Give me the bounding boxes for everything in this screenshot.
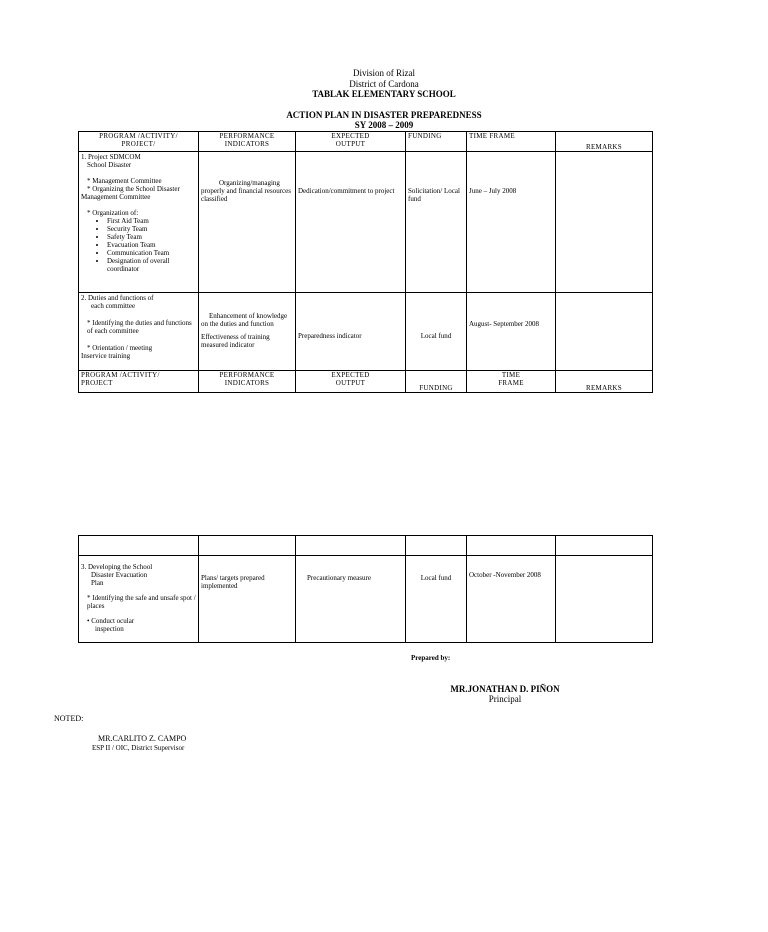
table-row [79, 556, 653, 643]
row1-program: 1. Project SDMCOM School Disaster * Management Committee * Organizing the School Disaster Management Committee * Organization of: • First Aid Team • Security Team • Safety Team • Evacuation Team • Communication Team • Designation of overall coordinator [79, 152, 199, 293]
footer-col-time: TIME FRAME [467, 371, 556, 393]
row1-remarks [556, 152, 653, 293]
district-line: District of Cardona [349, 79, 419, 89]
footer-col-program: PROGRAM /ACTIVITY/ PROJECT [79, 371, 199, 393]
noter-name: MR.CARLITO Z. CAMPO [98, 734, 187, 743]
row1-output: Dedication/commitment to project [296, 152, 406, 293]
preparer-name: MR.JONATHAN D. PIÑON [450, 684, 560, 694]
row2-funding: Local fund [406, 293, 467, 371]
list-item: • Communication Team [107, 249, 196, 257]
action-plan-table [78, 131, 653, 393]
row3-performance: Plans/ targets prepared implemented [199, 556, 296, 643]
footer-col-performance: PERFORMANCE INDICATORS [199, 371, 296, 393]
col-program: PROGRAM /ACTIVITY/ PROJECT/ [79, 132, 199, 152]
action-plan-table-continued [78, 535, 653, 643]
school-name: TABLAK ELEMENTARY SCHOOL [312, 89, 456, 99]
row2-performance: Enhancement of knowledge on the duties and function Effectiveness of training measured indicator [199, 293, 296, 371]
col-time-frame: TIME FRAME [467, 132, 556, 152]
list-item: • Designation of overall coordinator [107, 257, 196, 273]
col-funding: FUNDING [406, 132, 467, 152]
list-item: • Safety Team [107, 233, 196, 241]
row3-output: Precautionary measure [296, 556, 406, 643]
table-footer-header-row [79, 371, 653, 393]
preparer-title: Principal [488, 694, 522, 704]
noted-label: NOTED: [54, 714, 84, 723]
empty-header-row [79, 536, 653, 556]
row1-time: June – July 2008 [467, 152, 556, 293]
noter-title: ESP II / OIC, District Supervisor [92, 744, 185, 752]
document-title: ACTION PLAN IN DISASTER PREPAREDNESS [286, 110, 482, 120]
col-performance: PERFORMANCE INDICATORS [199, 132, 296, 152]
row2-remarks [556, 293, 653, 371]
col-expected: EXPECTED OUTPUT [296, 132, 406, 152]
row1-performance: Organizing/managing properly and financial resources classified [199, 152, 296, 293]
list-item: • First Aid Team [107, 217, 196, 225]
row3-remarks [556, 556, 653, 643]
row2-time: August- September 2008 [467, 293, 556, 371]
school-year: SY 2008 – 2009 [354, 120, 414, 130]
row3-program: 3. Developing the School Disaster Evacuation Plan * Identifying the safe and unsafe spot / places • Conduct ocular inspection [79, 556, 199, 643]
col-remarks: REMARKS [556, 132, 653, 152]
table-row [79, 293, 653, 371]
row2-output: Preparedness indicator [296, 293, 406, 371]
list-item: • Security Team [107, 225, 196, 233]
prepared-by-label: Prepared by: [411, 654, 451, 662]
footer-col-funding: FUNDING [406, 371, 467, 393]
table-header-row [79, 132, 653, 152]
row3-time: October -November 2008 [467, 556, 556, 643]
row3-funding: Local fund [406, 556, 467, 643]
row2-program: 2. Duties and functions of each committee * Identifying the duties and functions of each committee * Orientation / meeting Inservice training [79, 293, 199, 371]
footer-col-expected: EXPECTED OUTPUT [296, 371, 406, 393]
team-list [81, 217, 196, 273]
list-item: • Evacuation Team [107, 241, 196, 249]
footer-col-remarks: REMARKS [556, 371, 653, 393]
division-line: Division of Rizal [353, 68, 415, 78]
table-row [79, 152, 653, 293]
row1-funding: Solicitation/ Local fund [406, 152, 467, 293]
